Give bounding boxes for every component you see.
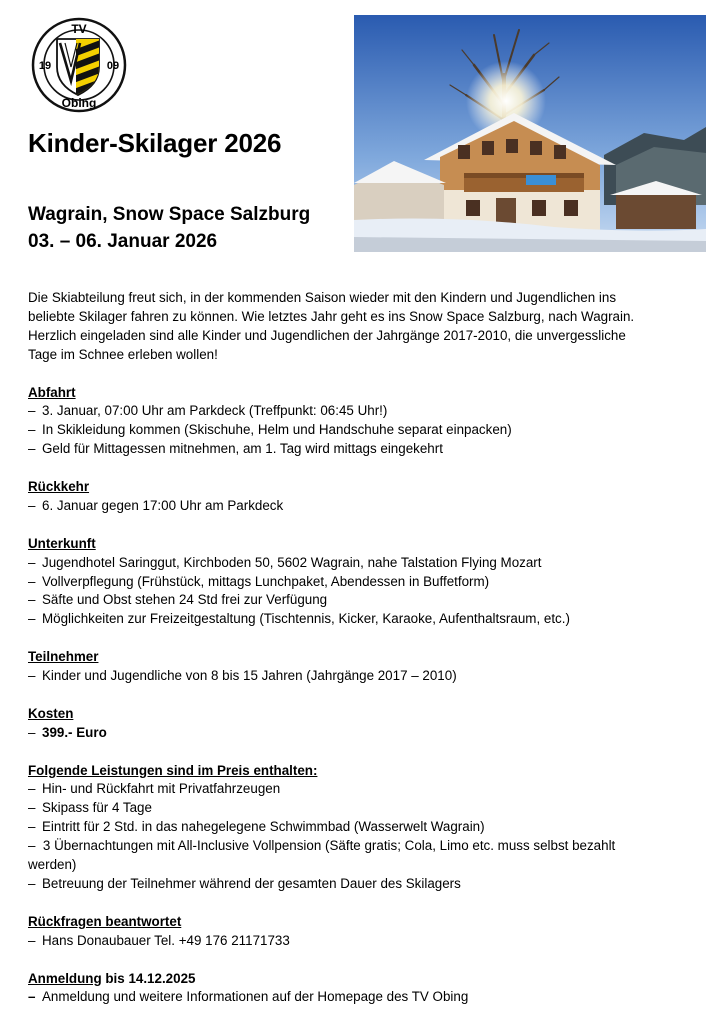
page-title: Kinder-Skilager 2026: [28, 128, 282, 158]
list-item: – Betreuung der Teilnehmer während der gesamten Dauer des Skilagers: [28, 876, 461, 891]
list-item: – 3. Januar, 07:00 Uhr am Parkdeck (Treffpunkt: 06:45 Uhr!): [28, 403, 388, 419]
section-heading: Teilnehmer: [28, 649, 99, 665]
list-item: – Säfte und Obst stehen 24 Std frei zur Verfügung: [28, 592, 328, 608]
date-subtitle: 03. – 06. Januar 2026: [28, 231, 218, 252]
section-heading: Kosten: [28, 705, 74, 721]
section-teilnehmer: [28, 648, 648, 686]
list-item: – Skipass für 4 Tage: [28, 800, 152, 816]
section-heading: Rückkehr: [28, 479, 90, 495]
logo-bottom-text: Obing: [61, 96, 97, 110]
section-anmeldung: [28, 970, 648, 1008]
flyer-body: [28, 289, 648, 1007]
section-heading: Anmeldung: [28, 970, 102, 986]
list-item: – 6. Januar gegen 17:00 Uhr am Parkdeck: [28, 497, 284, 513]
list-item: – Geld für Mittagessen mitnehmen, am 1. Tag wird mittags eingekehrt: [28, 441, 443, 457]
location-subtitle: Wagrain, Snow Space Salzburg: [28, 204, 311, 225]
section-kosten: [28, 705, 648, 743]
section-abfahrt: [28, 384, 648, 460]
section-unterkunft: [28, 535, 648, 630]
logo-right-year: 09: [106, 60, 120, 72]
list-item: – Eintritt für 2 Std. in das nahegelegene Schwimmbad (Wasserwelt Wagrain): [28, 819, 485, 835]
intro-paragraph: Die Skiabteilung freut sich, in der kommenden Saison wieder mit den Kindern und Jugendlichen ins beliebte Skilager fahren zu können. Wie letztes Jahr geht es ins Snow Space Salzburg, nach Wagrain. Herzlich eingeladen sind alle Kinder und Jugendlichen der Jahrgänge 2017-2010, die unvergessliche Tage im Schnee erleben wollen!: [28, 290, 635, 362]
list-item: – In Skikleidung kommen (Skischuhe, Helm und Handschuhe separat einpacken): [28, 422, 512, 438]
list-item: – Möglichkeiten zur Freizeitgestaltung (Tischtennis, Kicker, Karaoke, Aufenthaltsraum, etc.): [28, 611, 570, 627]
section-leistungen: [28, 762, 648, 894]
list-item: – Vollverpflegung (Frühstück, mittags Lunchpaket, Abendessen in Buffetform): [28, 573, 490, 589]
section-heading: Unterkunft: [28, 535, 96, 551]
section-rueckfragen: [28, 913, 648, 951]
list-item: – Jugendhotel Saringgut, Kirchboden 50, 5602 Wagrain, nahe Talstation Flying Mozart: [28, 554, 542, 570]
contact-item: – Hans Donaubauer Tel. +49 176 21171733: [28, 932, 290, 948]
tv-obing-logo: [31, 17, 127, 113]
list-item: – Anmeldung und weitere Informationen auf der Homepage des TV Obing: [28, 989, 469, 1005]
section-heading: Abfahrt: [28, 384, 76, 400]
section-rueckkehr: [28, 478, 648, 516]
logo-top-text: TV: [71, 22, 87, 36]
section-heading: Rückfragen beantwortet: [28, 913, 182, 929]
list-item: – 3 Übernachtungen mit All-Inclusive Vollpension (Säfte gratis; Cola, Limo etc. muss selbst bezahlt werden): [28, 838, 616, 873]
hotel-photo: [354, 15, 706, 252]
price-item: – 399.- Euro: [28, 724, 107, 740]
list-item: – Kinder und Jugendliche von 8 bis 15 Jahren (Jahrgänge 2017 – 2010): [28, 668, 457, 684]
list-item: – Hin- und Rückfahrt mit Privatfahrzeugen: [28, 781, 281, 797]
section-heading: Folgende Leistungen sind im Preis enthalten:: [28, 762, 318, 778]
logo-left-year: 19: [38, 60, 52, 72]
registration-deadline: bis 14.12.2025: [101, 970, 196, 986]
